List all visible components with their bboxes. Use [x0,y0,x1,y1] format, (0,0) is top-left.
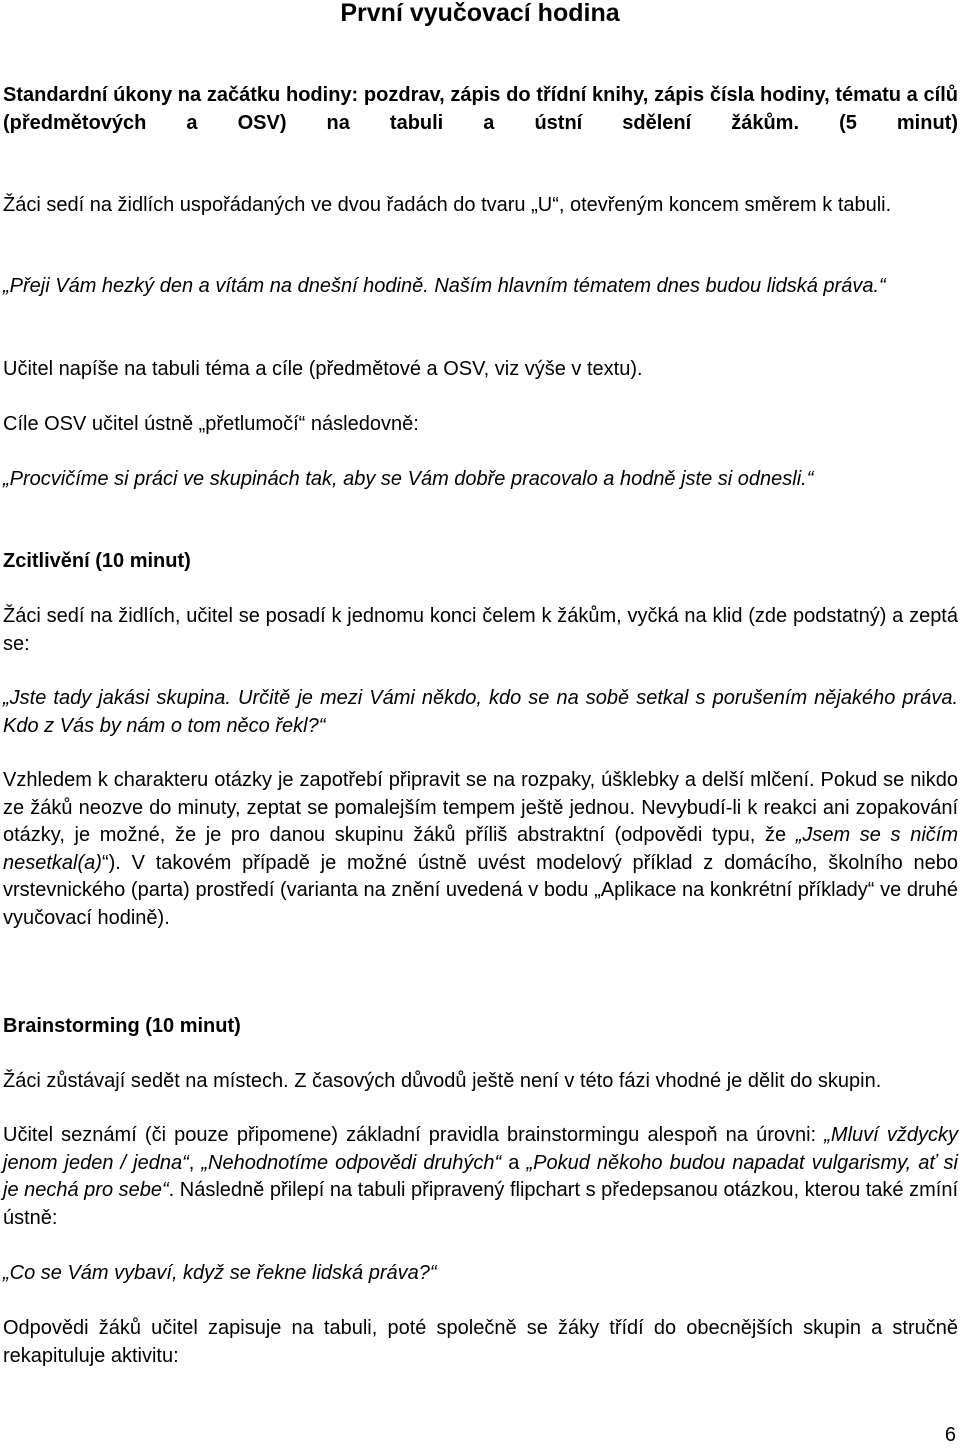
zcitliveni-paragraph: Žáci sedí na židlích, učitel se posadí k jednomu konci čelem k žákům, vyčká na klid (zde podstatný) a zeptá se: [3,605,958,655]
brainstorming-paragraph: Žáci zůstávají sedět na místech. Z časových důvodů ještě není v této fázi vhodné je dělit do skupin. [3,1070,882,1092]
zcitliveni-note [3,767,958,932]
brainstorming-question: „Co se Vám vybaví, když se řekne lidská práva?“ [3,1262,437,1284]
rule-3: „Pokud někoho budou napadat vulgarismy, ať si je nechá pro sebe“ [3,1151,958,1201]
page-title: První vyučovací hodina [340,0,620,27]
closing-paragraph: Odpovědi žáků učitel zapisuje na tabuli, poté společně se žáky třídí do obecnějších skupin a stručně rekapituluje aktivitu: [3,1317,958,1367]
zcitliveni-heading: Zcitlivění (10 minut) [3,550,191,572]
rules-sep-2: a [501,1151,527,1174]
rules-text-1: Učitel seznámí (či pouze připomene) základní pravidla brainstormingu alespoň na úrovni: [3,1124,825,1146]
rule-2: „Nehodnotíme odpovědi druhých“ [201,1151,502,1174]
brainstorming-heading: Brainstorming (10 minut) [3,1015,241,1037]
rules-text-2: . Následně přilepí na tabuli připravený flipchart s předepsanou otázkou, kterou také zmíní ústně: [3,1179,959,1229]
osv-quote: „Procvičíme si práci ve skupinách tak, aby se Vám dobře pracovalo a hodně jste si odnesli.“ [3,468,814,490]
rule-1: „Mluví vždycky jenom jeden / jedna“ [3,1124,958,1174]
note-text-1: Vzhledem k charakteru otázky je zapotřebí připravit se na rozpaky, úšklebky a delší mlčení. Pokud se nikdo ze žáků neozve do minuty, zeptat se pomalejším tempem ještě jednou. Nevybudí-li k reakci ani zopakování otázky, je možné, že je pro danou skupinu žáků příliš abstraktní (odpovědi typu, že [3,769,958,846]
page-number: 6 [944,1424,956,1446]
intro-heading: Standardní úkony na začátku hodiny: pozdrav, zápis do třídní knihy, zápis čísla hodiny, tématu a cílů (předmětových a OSV) na tabuli a ústní sdělení žákům. (5 minut) [3,84,958,134]
brainstorming-rules [3,1122,958,1232]
zcitliveni-quote: „Jste tady jakási skupina. Určitě je mezi Vámi někdo, kdo se na sobě setkal s porušením nějakého práva. Kdo z Vás by nám o tom něco řekl?“ [3,687,958,737]
greeting-quote: „Přeji Vám hezký den a vítám na dnešní hodině. Naším hlavním tématem dnes budou lidská práva.“ [3,275,886,297]
note-italic-quote: „Jsem se s ničím nesetkal(a) [3,824,958,874]
board-paragraph: Učitel napíše na tabuli téma a cíle (předmětové a OSV, viz výše v textu). [3,358,643,380]
seating-paragraph: Žáci sedí na židlích uspořádaných ve dvou řadách do tvaru „U“, otevřeným koncem směrem k tabuli. [3,194,892,216]
note-text-2: “). V takovém případě je možné ústně uvést modelový příklad z domácího, školního nebo vrstevnického (parta) prostředí (varianta na znění uvedená v bodu „Aplikace na konkrétní příklady“ ve druhé vyučovací hodině). [3,851,958,929]
osv-intro-paragraph: Cíle OSV učitel ústně „přetlumočí“ následovně: [3,413,419,435]
rules-sep-1: , [188,1151,202,1174]
